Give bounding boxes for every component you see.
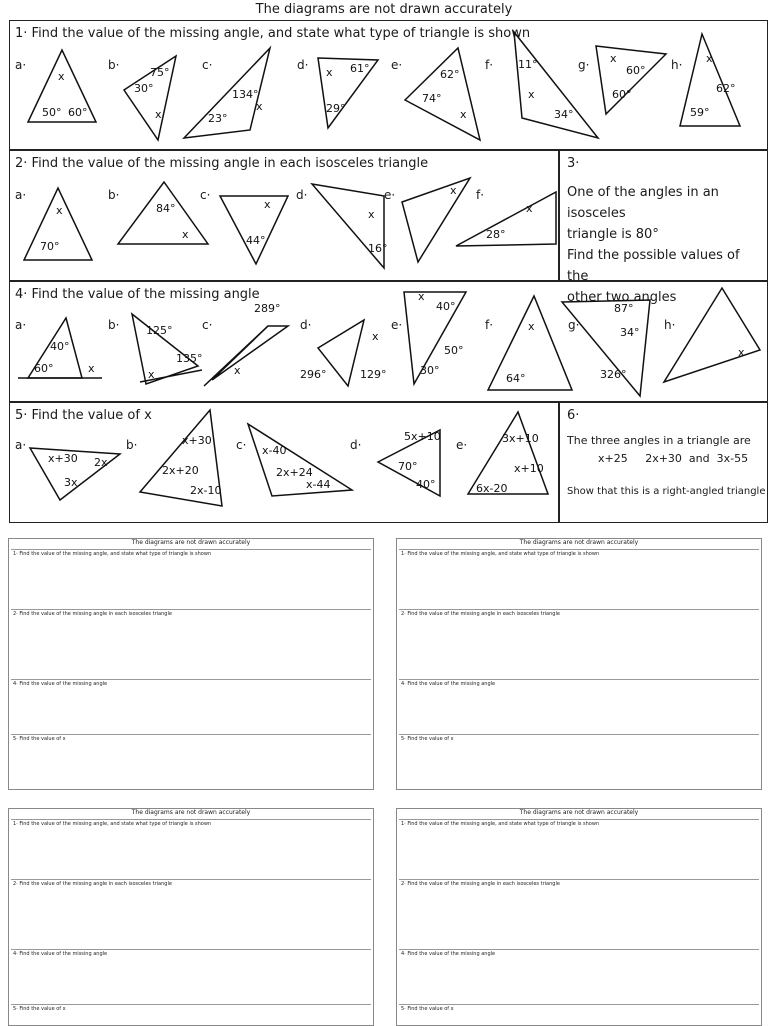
thumbnail-q1-title: 1· Find the value of the missing angle, and state what type of triangle is shown bbox=[13, 821, 212, 827]
thumbnail-q2-title: 2· Find the value of the missing angle in each isosceles triangle bbox=[13, 611, 172, 617]
triangle-q5c bbox=[248, 424, 352, 496]
thumbnail-q4-title: 4· Find the value of the missing angle bbox=[401, 951, 496, 957]
question-6-number: 6· bbox=[567, 408, 580, 423]
label-q1g-60b: 60° bbox=[612, 88, 632, 101]
triangle-q4g bbox=[562, 300, 650, 396]
q1-part-b: b· bbox=[108, 58, 120, 72]
q2-part-f: f· bbox=[476, 188, 485, 202]
label-q1h-x: x bbox=[706, 52, 713, 65]
label-q4d-296: 296° bbox=[300, 368, 327, 381]
q5-part-a: a· bbox=[15, 438, 27, 452]
thumbnail-q2-title: 2· Find the value of the missing angle in each isosceles triangle bbox=[401, 881, 560, 887]
label-q1e-74: 74° bbox=[422, 92, 442, 105]
q5-part-b: b· bbox=[126, 438, 138, 452]
triangle-q1h bbox=[680, 34, 740, 126]
question-1-title: 1· Find the value of the missing angle, and state what type of triangle is shown bbox=[15, 26, 531, 41]
q5-part-e: e· bbox=[456, 438, 468, 452]
q2-part-c: c· bbox=[200, 188, 211, 202]
label-q1e-x: x bbox=[460, 108, 467, 121]
thumbnail-q5-title: 5· Find the value of x bbox=[401, 1006, 454, 1012]
label-q5e-x10: x+10 bbox=[514, 462, 544, 475]
label-q1b-30: 30° bbox=[134, 82, 154, 95]
label-q4e-30: 30° bbox=[420, 364, 440, 377]
question-3-number: 3· bbox=[567, 156, 580, 171]
label-q4e-40: 40° bbox=[436, 300, 456, 313]
label-q5d-70: 70° bbox=[398, 460, 418, 473]
worksheet-thumbnail-top-left bbox=[8, 538, 374, 790]
triangle-q2e bbox=[402, 178, 470, 262]
q4-part-c: c· bbox=[202, 318, 213, 332]
label-q2d-16: 16° bbox=[368, 242, 388, 255]
label-q4d-x: x bbox=[372, 330, 379, 343]
label-q1c-23: 23° bbox=[208, 112, 228, 125]
triangle-q2f bbox=[456, 192, 556, 246]
label-q2e-x: x bbox=[450, 184, 457, 197]
label-q2a-x: x bbox=[56, 204, 63, 217]
thumbnail-header: The diagrams are not drawn accurately bbox=[519, 539, 639, 546]
label-q2c-44: 44° bbox=[246, 234, 266, 247]
q5-part-c: c· bbox=[236, 438, 247, 452]
triangle-q4f bbox=[488, 296, 572, 390]
label-q4h-x: x bbox=[738, 346, 745, 359]
q1-part-c: c· bbox=[202, 58, 213, 72]
label-q1g-60a: 60° bbox=[626, 64, 646, 77]
label-q4b-x: x bbox=[148, 368, 155, 381]
thumbnail-q2-title: 2· Find the value of the missing angle in each isosceles triangle bbox=[13, 881, 172, 887]
question-3-line-2: triangle is 80° bbox=[567, 227, 659, 242]
question-5-title: 5· Find the value of x bbox=[15, 408, 152, 423]
q1-part-h: h· bbox=[671, 58, 683, 72]
thumbnail-q4-title: 4· Find the value of the missing angle bbox=[401, 681, 496, 687]
thumbnail-q5-title: 5· Find the value of x bbox=[13, 736, 66, 742]
label-q5c-2x24: 2x+24 bbox=[276, 466, 313, 479]
label-q5e-3x10: 3x+10 bbox=[502, 432, 539, 445]
worksheet-thumbnail-bottom-left bbox=[8, 808, 374, 1026]
q2-part-b: b· bbox=[108, 188, 120, 202]
label-q1d-61: 61° bbox=[350, 62, 370, 75]
label-q4d-129: 129° bbox=[360, 368, 387, 381]
worksheet-thumbnail-bottom-right bbox=[396, 808, 762, 1026]
label-q4e-x: x bbox=[418, 290, 425, 303]
label-q1b-x: x bbox=[155, 108, 162, 121]
label-q2f-28: 28° bbox=[486, 228, 506, 241]
line-q4c bbox=[204, 326, 268, 386]
label-q4b-135: 135° bbox=[176, 352, 203, 365]
thumbnail-header: The diagrams are not drawn accurately bbox=[131, 539, 251, 546]
label-q4c-x: x bbox=[234, 364, 241, 377]
label-q2f-x: x bbox=[526, 202, 533, 215]
label-q1a-x: x bbox=[58, 70, 65, 83]
label-q2b-x: x bbox=[182, 228, 189, 241]
label-q5b-2x20: 2x+20 bbox=[162, 464, 199, 477]
triangle-q2d bbox=[312, 184, 384, 268]
label-q5b-x30: x+30 bbox=[182, 434, 212, 447]
label-q4a-x: x bbox=[88, 362, 95, 375]
thumbnail-header: The diagrams are not drawn accurately bbox=[519, 809, 639, 816]
label-q1c-x: x bbox=[256, 100, 263, 113]
label-q5c-x40: x-40 bbox=[262, 444, 287, 457]
thumbnail-q4-title: 4· Find the value of the missing angle bbox=[13, 951, 108, 957]
worksheet-header: The diagrams are not drawn accurately bbox=[255, 2, 513, 17]
triangle-q1e bbox=[405, 48, 480, 140]
label-q4f-64: 64° bbox=[506, 372, 526, 385]
question-3-line-1: One of the angles in an isosceles bbox=[567, 185, 719, 221]
label-q1h-59: 59° bbox=[690, 106, 710, 119]
label-q5d-40: 40° bbox=[416, 478, 436, 491]
label-q2c-x: x bbox=[264, 198, 271, 211]
q4-part-e: e· bbox=[391, 318, 403, 332]
q2-part-e: e· bbox=[384, 188, 396, 202]
q4-part-h: h· bbox=[664, 318, 676, 332]
label-q4f-x: x bbox=[528, 320, 535, 333]
q1-part-e: e· bbox=[391, 58, 403, 72]
q1-part-f: f· bbox=[485, 58, 494, 72]
label-q5a-3x: 3x bbox=[64, 476, 78, 489]
thumbnail-header: The diagrams are not drawn accurately bbox=[131, 809, 251, 816]
triangle-q4h bbox=[664, 288, 760, 382]
label-q1a-50: 50° bbox=[42, 106, 62, 119]
q2-part-a: a· bbox=[15, 188, 27, 202]
label-q4g-34: 34° bbox=[620, 326, 640, 339]
q5-part-d: d· bbox=[350, 438, 362, 452]
thumbnail-q5-title: 5· Find the value of x bbox=[401, 736, 454, 742]
label-q1f-11: 11° bbox=[518, 58, 538, 71]
triangle-q1f bbox=[514, 32, 598, 138]
label-q5c-x44: x-44 bbox=[306, 478, 331, 491]
question-6-expressions: x+25 2x+30 and 3x-55 bbox=[598, 452, 749, 465]
label-q5a-2x: 2x bbox=[94, 456, 108, 469]
question-2-title: 2· Find the value of the missing angle in each isosceles triangle bbox=[15, 156, 429, 171]
label-q4g-326: 326° bbox=[600, 368, 627, 381]
triangle-q1g bbox=[596, 46, 666, 114]
label-q5d-5x10: 5x+10 bbox=[404, 430, 441, 443]
q4-part-b: b· bbox=[108, 318, 120, 332]
label-q4a-40: 40° bbox=[50, 340, 70, 353]
label-q1e-62: 62° bbox=[440, 68, 460, 81]
question-6-line-1: The three angles in a triangle are bbox=[567, 434, 751, 447]
label-q1c-134: 134° bbox=[232, 88, 259, 101]
worksheet-thumbnail-top-right bbox=[396, 538, 762, 790]
thumbnail-q1-title: 1· Find the value of the missing angle, and state what type of triangle is shown bbox=[401, 551, 600, 557]
q4-part-a: a· bbox=[15, 318, 27, 332]
label-q5e-6x20: 6x-20 bbox=[476, 482, 508, 495]
q4-part-d: d· bbox=[300, 318, 312, 332]
triangle-q2c bbox=[220, 196, 288, 264]
triangle-q4c bbox=[212, 326, 288, 380]
label-q2b-84: 84° bbox=[156, 202, 176, 215]
q2-part-d: d· bbox=[296, 188, 308, 202]
q1-part-g: g· bbox=[578, 58, 590, 72]
label-q4b-125: 125° bbox=[146, 324, 173, 337]
q1-part-d: d· bbox=[297, 58, 309, 72]
label-q4c-289: 289° bbox=[254, 302, 281, 315]
thumbnail-q2-title: 2· Find the value of the missing angle in each isosceles triangle bbox=[401, 611, 560, 617]
question-3-line-4: other two angles bbox=[567, 290, 677, 305]
label-q4g-87: 87° bbox=[614, 302, 634, 315]
label-q2d-x: x bbox=[368, 208, 375, 221]
q4-part-f: f· bbox=[485, 318, 494, 332]
thumbnail-q1-title: 1· Find the value of the missing angle, and state what type of triangle is shown bbox=[13, 551, 212, 557]
question-4-title: 4· Find the value of the missing angle bbox=[15, 287, 260, 302]
label-q2a-70: 70° bbox=[40, 240, 60, 253]
label-q1d-x: x bbox=[326, 66, 333, 79]
label-q4a-60: 60° bbox=[34, 362, 54, 375]
label-q1b-75: 75° bbox=[150, 66, 170, 79]
q1-part-a: a· bbox=[15, 58, 27, 72]
question-3-line-3: Find the possible values of the bbox=[567, 248, 740, 284]
thumbnail-q1-title: 1· Find the value of the missing angle, and state what type of triangle is shown bbox=[401, 821, 600, 827]
label-q5b-2x10: 2x-10 bbox=[190, 484, 222, 497]
question-6-line-3: Show that this is a right-angled triangle bbox=[567, 486, 766, 497]
thumbnail-q5-title: 5· Find the value of x bbox=[13, 1006, 66, 1012]
label-q4e-50: 50° bbox=[444, 344, 464, 357]
label-q1a-60: 60° bbox=[68, 106, 88, 119]
label-q1h-62: 62° bbox=[716, 82, 736, 95]
q4-part-g: g· bbox=[568, 318, 580, 332]
label-q1g-x: x bbox=[610, 52, 617, 65]
label-q1f-34: 34° bbox=[554, 108, 574, 121]
label-q1f-x: x bbox=[528, 88, 535, 101]
thumbnail-q4-title: 4· Find the value of the missing angle bbox=[13, 681, 108, 687]
label-q5a-x30: x+30 bbox=[48, 452, 78, 465]
label-q1d-29: 29° bbox=[326, 102, 346, 115]
